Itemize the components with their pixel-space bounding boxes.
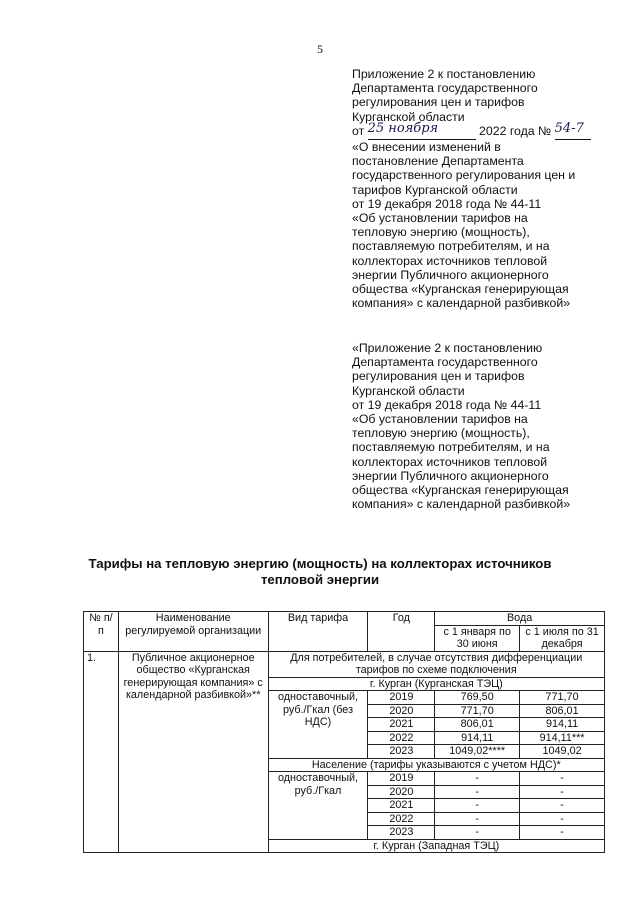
amend-line: государственного регулирования цен и (352, 168, 576, 183)
consumers-note: Для потребителей, в случае отсутствия дифференциации тарифов по схеме подключения (268, 651, 604, 677)
header-org: Наименование регулируемой организации (118, 612, 268, 652)
title-line: Тарифы на тепловую энергию (мощность) на коллекторах источников (88, 556, 552, 571)
amend-line: тарифов Курганской области (352, 182, 518, 197)
amend-line: энергии Публичного акционерного (352, 267, 549, 282)
value-cell: 771,70 (435, 704, 520, 718)
amend-line: компания» с календарной разбивкой» (352, 296, 571, 311)
appendix-line: Курганской области (352, 109, 465, 124)
value-cell: 1049,02**** (435, 745, 520, 759)
appendix2-line: поставляемую потребителям, и на (352, 440, 550, 455)
appendix2-header (352, 341, 602, 511)
header-num: № п/п (84, 612, 119, 652)
year-cell: 2022 (368, 731, 435, 745)
year-cell: 2021 (368, 799, 435, 813)
org-name: Публичное акционерное общество «Курганская генерирующая компания» с календарной разбивкой»** (118, 651, 268, 853)
header-year: Год (368, 612, 435, 652)
amend-line: постановление Департамента (352, 154, 524, 169)
value-cell: 806,01 (435, 718, 520, 732)
section-heading: г. Курган (Курганская ТЭЦ) (268, 677, 604, 691)
year-cell: 2023 (368, 826, 435, 840)
appendix-line: Департамента государственного (352, 81, 538, 96)
tariffs-table (83, 611, 605, 853)
date-prefix: от (352, 123, 365, 138)
row-num: 1. (84, 651, 119, 853)
handwritten-number: 54-7 (554, 120, 584, 136)
appendix2-line: от 19 декабря 2018 года № 44-11 (352, 397, 542, 412)
value-cell: 769,50 (435, 691, 520, 705)
value-cell: - (435, 785, 520, 799)
year-cell: 2022 (368, 812, 435, 826)
amend-line: тепловую энергию (мощность), (352, 225, 530, 240)
document-title (70, 556, 570, 588)
year-cell: 2020 (368, 785, 435, 799)
date-field (367, 120, 476, 140)
amend-line: поставляемую потребителям, и на (352, 239, 550, 254)
value-cell: - (435, 812, 520, 826)
appendix2-line: Департамента государственного (352, 355, 538, 370)
appendix-line: Приложение 2 к постановлению (352, 67, 536, 81)
tariff-type: одноставочный, руб./Гкал (268, 772, 368, 840)
title-line: тепловой энергии (260, 572, 380, 587)
value-cell: - (520, 785, 605, 799)
population-note: Население (тарифы указываются с учетом НДС)* (268, 758, 604, 772)
value-cell: - (520, 799, 605, 813)
appendix2-line: «Приложение 2 к постановлению (352, 341, 543, 355)
appendix-header (352, 67, 602, 310)
table-row (84, 651, 605, 677)
value-cell: 914,11 (435, 731, 520, 745)
appendix2-line: тепловую энергию (мощность), (352, 426, 530, 441)
value-cell: - (520, 772, 605, 786)
year-cell: 2023 (368, 745, 435, 759)
header-type: Вид тарифа (268, 612, 368, 652)
appendix2-line: «Об установлении тарифов на (352, 412, 528, 427)
tariff-type: одноставочный, руб./Гкал (без НДС) (268, 691, 368, 759)
value-cell: - (435, 799, 520, 813)
value-cell: - (520, 826, 605, 840)
value-cell: 914,11 (520, 718, 605, 732)
value-cell: 771,70 (520, 691, 605, 705)
number-field (554, 120, 591, 140)
value-cell: 806,01 (520, 704, 605, 718)
appendix2-line: Курганской области (352, 383, 465, 398)
year-cell: 2019 (368, 772, 435, 786)
amend-line: от 19 декабря 2018 года № 44-11 (352, 196, 542, 211)
appendix2-line: компания» с календарной разбивкой» (352, 497, 571, 512)
appendix-line: регулирования цен и тарифов (352, 95, 525, 110)
handwritten-date: 25 ноября (367, 120, 439, 136)
value-cell: - (435, 826, 520, 840)
appendix2-line: энергии Публичного акционерного (352, 468, 549, 483)
amend-line: общества «Курганская генерирующая (352, 282, 569, 297)
year-cell: 2020 (368, 704, 435, 718)
year-cell: 2019 (368, 691, 435, 705)
section-heading: г. Курган (Западная ТЭЦ) (268, 839, 604, 853)
year-cell: 2021 (368, 718, 435, 732)
appendix2-line: коллекторах источников тепловой (352, 454, 548, 469)
date-suffix: 2022 года № (479, 123, 552, 138)
table-header-row (84, 612, 605, 626)
header-period2: с 1 июля по 31 декабря (520, 625, 605, 651)
appendix-date-line (352, 120, 602, 140)
header-period1: с 1 января по 30 июня (435, 625, 520, 651)
appendix2-line: регулирования цен и тарифов (352, 369, 525, 384)
amend-line: «Об установлении тарифов на (352, 211, 528, 226)
page-number: 5 (317, 42, 323, 56)
value-cell: 914,11*** (520, 731, 605, 745)
amend-line: «О внесении изменений в (352, 140, 501, 155)
amend-line: коллекторах источников тепловой (352, 253, 548, 268)
value-cell: 1049,02 (520, 745, 605, 759)
appendix2-line: общества «Курганская генерирующая (352, 483, 569, 498)
header-water: Вода (435, 612, 605, 626)
value-cell: - (520, 812, 605, 826)
value-cell: - (435, 772, 520, 786)
